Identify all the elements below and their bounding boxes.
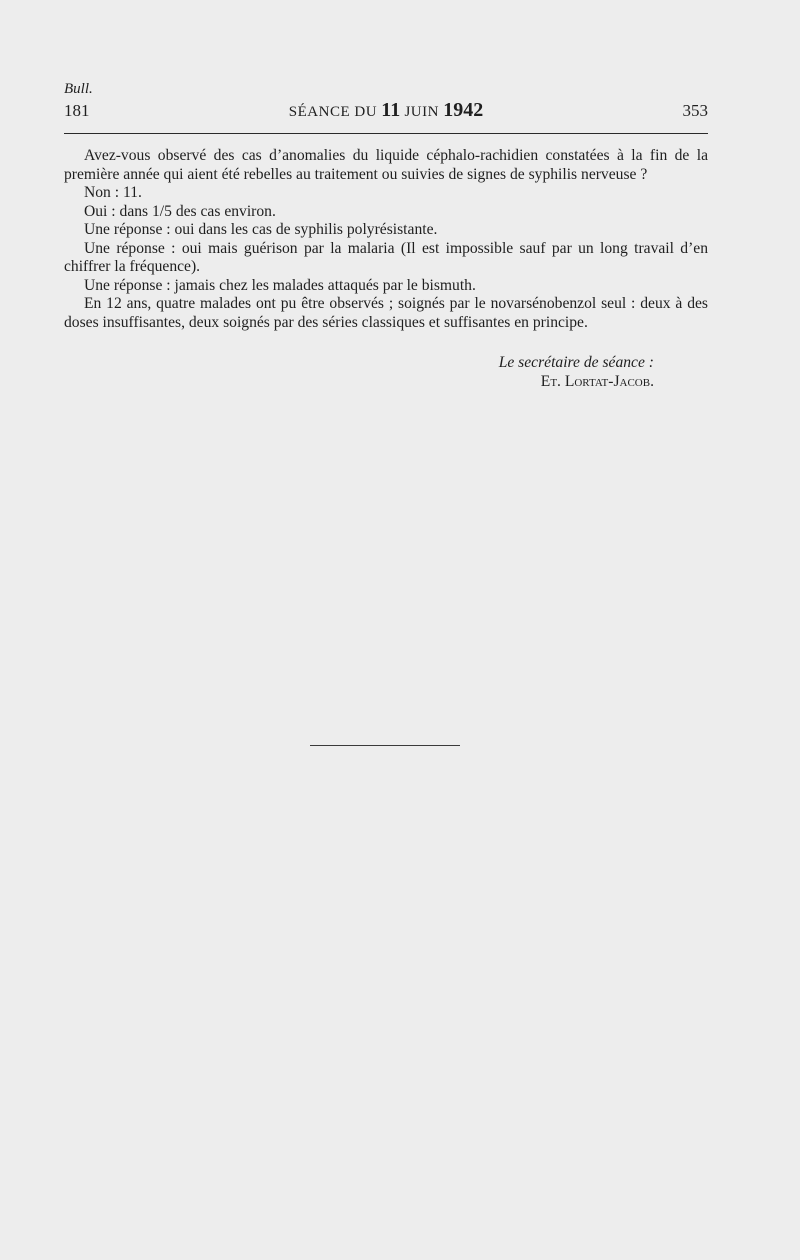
running-title [64, 99, 708, 122]
paragraph-answer-no: Non : 11. [84, 184, 142, 201]
paragraph-response-polyresistant: Une réponse : oui dans les cas de syphilis polyrésistante. [84, 221, 438, 238]
page-number-left: 181 [64, 101, 90, 120]
journal-abbreviation: Bull. [64, 81, 93, 97]
running-title-prefix: SÉANCE DU [288, 104, 378, 120]
paragraph-question: Avez-vous observé des cas d’anomalies du liquide céphalo-rachidien constatées à la fin de la première année qui aient été rebelles au traitement ou suivies de signes de syphilis nerveuse ? [64, 147, 708, 183]
page-header [64, 99, 708, 123]
page-number-right: 353 [682, 101, 708, 120]
running-title-year: 1942 [443, 99, 484, 121]
running-title-month: JUIN [404, 104, 439, 120]
signature-name: Et. Lortat-Jacob. [540, 372, 654, 390]
body-text [64, 147, 708, 332]
signature-role: Le secrétaire de séance : [498, 354, 654, 371]
paragraph-response-bismuth: Une réponse : jamais chez les malades attaqués par le bismuth. [84, 276, 476, 294]
header-rule [64, 133, 708, 134]
paragraph-response-malaria: Une réponse : oui mais guérison par la malaria (Il est impossible sauf par un long travail d’en chiffrer la fréquence). [64, 239, 708, 275]
paragraph-twelve-years: En 12 ans, quatre malades ont pu être observés ; soignés par le novarsénobenzol seul : deux à des doses insuffisantes, deux soignés par des séries classiques et suffisantes en principe. [64, 295, 708, 331]
running-title-day: 11 [381, 99, 401, 121]
closing-rule [310, 745, 460, 746]
signature-block [64, 354, 654, 391]
paragraph-answer-yes: Oui : dans 1/5 des cas environ. [84, 202, 276, 220]
